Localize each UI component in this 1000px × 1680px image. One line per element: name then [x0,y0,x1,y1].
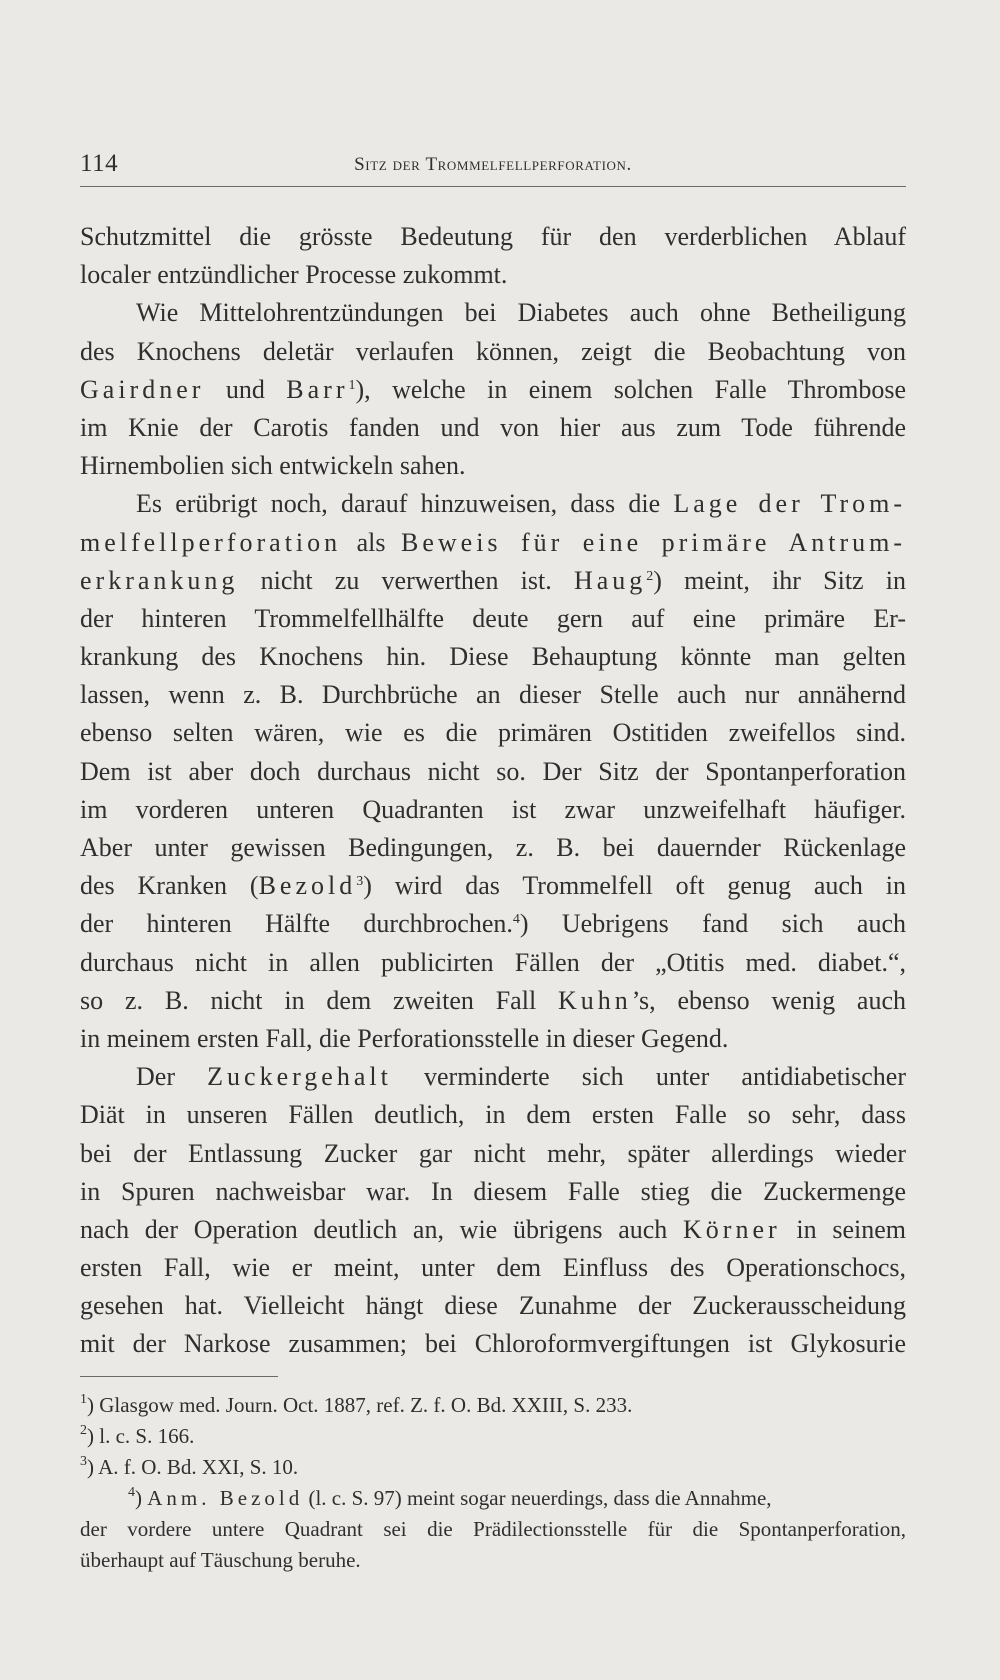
emphasis: Zuckergehalt [207,1062,392,1092]
page-number: 114 [80,150,119,177]
text-line: Dem ist aber doch durchaus nicht so. Der Sitz der Spontanperforation [80,756,906,786]
text-line: mit der Narkose zusammen; bei Chloroformvergiftungen ist Glykosurie [80,1329,906,1359]
text-line: in meinem ersten Fall, die Perforationsstelle in dieser Gegend. [80,1023,729,1053]
author-name: Körner [683,1214,781,1244]
text-line: Schutzmittel die grösste Bedeutung für den verderblichen Ablauf [80,222,906,251]
emphasis: melfellperforation [80,527,342,557]
author-name: Barr [286,374,349,404]
text-line: bei der Entlassung Zucker gar nicht mehr, später allerdings wieder [80,1138,906,1168]
text-line: localer entzündlicher Processe zukommt. [80,260,508,290]
text-line: Hirnembolien sich entwickeln sahen. [80,451,466,481]
text-line: ersten Fall, wie er meint, unter dem Einfluss des Operationschocs, [80,1253,906,1283]
author-name: Bezold [258,871,357,901]
footnotes [80,1390,906,1576]
emphasis: Lage der Trom- [673,489,906,519]
footnote-ref: 2 [646,568,654,584]
footnote-ref: 3 [356,874,364,890]
footnote-continuation: der vordere untere Quadrant sei die Prädilectionsstelle für die Spontanperforation, [80,1517,906,1541]
text-line: der hinteren Hälfte durchbrochen.$^4$) Uebrigens fand sich auch [80,909,906,939]
text-line: melfellperforation als Beweis für eine primäre Antrum- [80,527,907,557]
emphasis: erkrankung [80,565,239,595]
footnote-divider [80,1376,278,1377]
text-line: Gairdner und Barr$^1$), welche in einem solchen Falle Thrombose [80,374,906,404]
footnote: $^4$) Anm. Bezold (l. c. S. 97) meint sogar neuerdings, dass die Annahme, [128,1485,772,1510]
author-name: Gairdner [80,374,205,404]
footnote: $^1$) Glasgow med. Journ. Oct. 1887, ref. Z. f. O. Bd. XXIII, S. 233. [80,1392,633,1417]
running-head: Sitz der Trommelfellperforation. [354,154,632,175]
text-line: ebenso selten wären, wie es die primären Ostitiden zweifellos sind. [80,718,906,748]
author-name: Haug [573,565,647,595]
text-line: Es erübrigt noch, darauf hinzuweisen, dass die Lage der Trom- [136,489,906,519]
text-line: durchaus nicht in allen publicirten Fällen der „Otitis med. diabet.“, [80,947,906,977]
author-name: Anm. Bezold [147,1486,304,1510]
text-line: nach der Operation deutlich an, wie übrigens auch Körner in seinem [80,1214,907,1244]
text-line: Der Zuckergehalt verminderte sich unter antidiabetischer [136,1062,907,1092]
text-line: der hinteren Trommelfellhälfte deute gern auf eine primäre Er- [80,603,906,633]
text-line: so z. B. nicht in dem zweiten Fall Kuhn’s, ebenso wenig auch [80,985,906,1015]
footnote-continuation: überhaupt auf Täuschung beruhe. [80,1548,361,1572]
text-line: krankung des Knochens hin. Diese Behauptung könnte man gelten [80,642,906,672]
text-line: erkrankung nicht zu verwerthen ist. Haug$^2$) meint, ihr Sitz in [80,565,907,595]
text-line: gesehen hat. Vielleicht hängt diese Zunahme der Zuckerausscheidung [80,1291,906,1321]
main-text [80,218,906,1364]
text-line: Aber unter gewissen Bedingungen, z. B. bei dauernder Rückenlage [80,833,906,862]
text-line: Diät in unseren Fällen deutlich, in dem ersten Falle so sehr, dass [80,1100,906,1130]
text-line: im Knie der Carotis fanden und von hier aus zum Tode führende [80,412,906,442]
page-header [80,150,906,187]
text-line: im vorderen unteren Quadranten ist zwar unzweifelhaft häufiger. [80,794,906,824]
text-line: in Spuren nachweisbar war. In diesem Falle stieg die Zuckermenge [80,1176,906,1206]
footnote-ref: 4 [512,912,520,928]
footnote: $^3$) A. f. O. Bd. XXI, S. 10. [80,1454,299,1479]
footnote-ref: 1 [348,377,356,393]
author-name: Kuhn [558,985,632,1015]
text-line: des Kranken (Bezold$^3$) wird das Trommelfell oft genug auch in [80,871,906,901]
text-line: Wie Mittelohrentzündungen bei Diabetes auch ohne Betheiligung [136,298,906,328]
emphasis: Beweis für eine primäre Antrum- [401,527,907,557]
text-line: des Knochens deletär verlaufen können, zeigt die Beobachtung von [80,336,906,366]
text-line: lassen, wenn z. B. Durchbrüche an dieser Stelle auch nur annähernd [80,680,906,710]
footnote: $^2$) l. c. S. 166. [80,1423,195,1448]
